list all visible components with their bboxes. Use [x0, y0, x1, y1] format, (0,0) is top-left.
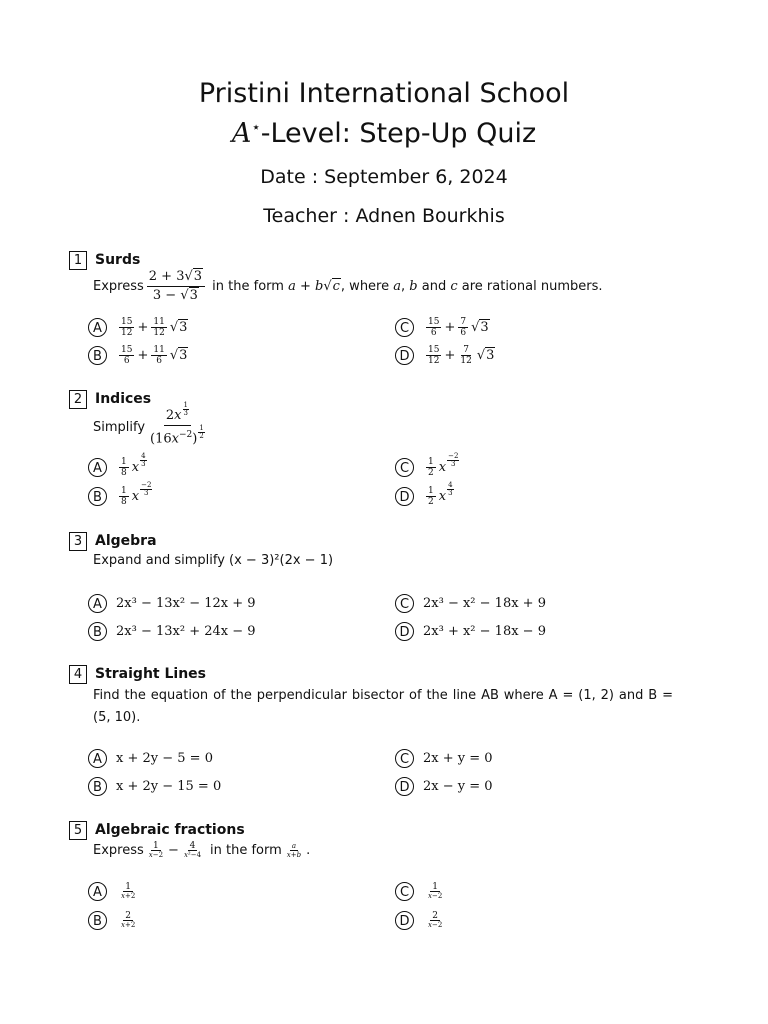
option-letter: D	[395, 622, 414, 641]
question-prompt	[93, 400, 210, 448]
option-answer: $\frac{1}{x-2}$	[428, 881, 443, 900]
option-answer: 2x³ − 13x² + 24x − 9	[116, 623, 256, 639]
question-header	[69, 531, 709, 551]
option-c[interactable]	[395, 592, 546, 614]
option-answer: 2x³ − x² − 18x + 9	[423, 595, 546, 611]
question-2	[69, 389, 709, 507]
option-letter: D	[395, 777, 414, 796]
option-letter: B	[88, 622, 107, 641]
option-letter: C	[395, 594, 414, 613]
option-answer: $\frac{1}{8}$ x $\frac{4}{3}$	[121, 451, 146, 478]
option-c[interactable]	[395, 880, 447, 902]
option-answer: 2x + y = 0	[423, 750, 493, 766]
option-letter: D	[395, 346, 414, 365]
question-title: Indices	[95, 391, 152, 407]
option-letter: A	[88, 318, 107, 337]
option-answer: $\frac{1}{2}$ x $\frac{4}{3}$	[428, 480, 453, 507]
question-3	[69, 531, 709, 640]
question-header	[69, 250, 709, 270]
school-name: Pristini International School	[198, 78, 570, 109]
question-title: Surds	[95, 252, 141, 268]
option-letter: A	[88, 458, 107, 477]
option-answer: $\frac{15}{12}$ + $\frac{7}{12}$ √ 3	[428, 344, 495, 366]
option-a[interactable]	[88, 880, 140, 902]
surd-expression: $\frac{2 + 3√3}{3 - √3}$	[147, 268, 205, 305]
option-c[interactable]	[395, 316, 490, 338]
fraction-term-2: $\frac{4}{\text{x²−4}}$	[183, 841, 202, 859]
option-letter: A	[88, 749, 107, 768]
option-letter: C	[395, 749, 414, 768]
teacher-name: Teacher : Adnen Bourkhis	[263, 205, 505, 227]
option-letter: A	[88, 882, 107, 901]
option-answer: $\frac{1}{x+2}$	[121, 881, 136, 900]
option-a[interactable]	[88, 747, 213, 769]
prompt-lead: Express	[93, 843, 144, 858]
target-form: $\frac{a}{x+b}$	[286, 842, 302, 859]
question-prompt: Expand and simplify (x − 3)²(2x − 1)	[93, 553, 334, 568]
option-d[interactable]	[395, 344, 495, 366]
question-header	[69, 664, 709, 684]
option-answer: $\frac{15}{6}$ + $\frac{11}{6}$ √ 3	[121, 344, 188, 366]
star-icon: ⋆	[251, 118, 261, 136]
question-prompt	[93, 268, 602, 305]
question-1	[69, 250, 709, 366]
option-a[interactable]	[88, 451, 147, 478]
option-answer: $\frac{15}{12}$ + $\frac{11}{12}$ √ 3	[121, 316, 188, 338]
question-prompt: Express $\frac{1}{x-2}$ − $\frac{4}{\text{x²−4}}$ in the form $\frac{a}{x+b}$ .	[93, 841, 311, 859]
question-number: 3	[69, 532, 87, 551]
question-title: Algebra	[95, 533, 157, 549]
option-answer: $\frac{2}{x+2}$	[121, 910, 136, 929]
option-letter: C	[395, 458, 414, 477]
option-b[interactable]	[88, 480, 152, 507]
option-answer: $\frac{1}{2}$ x $\frac{-2}{3}$	[428, 451, 459, 478]
quiz-title-a: A	[231, 118, 252, 149]
option-letter: B	[88, 777, 107, 796]
question-header	[69, 389, 709, 409]
question-header	[69, 820, 709, 840]
option-d[interactable]	[395, 909, 447, 931]
option-answer: $\frac{1}{8}$ x $\frac{-2}{3}$	[121, 480, 152, 507]
option-d[interactable]	[395, 775, 493, 797]
option-letter: B	[88, 487, 107, 506]
option-answer: 2x − y = 0	[423, 778, 493, 794]
quiz-title	[0, 118, 768, 149]
quiz-title-text: -Level: Step-Up Quiz	[260, 118, 537, 149]
quiz-date: Date : September 6, 2024	[260, 166, 508, 188]
option-letter: B	[88, 911, 107, 930]
option-a[interactable]	[88, 316, 188, 338]
option-letter: B	[88, 346, 107, 365]
option-answer: 2x³ + x² − 18x − 9	[423, 623, 546, 639]
option-b[interactable]	[88, 909, 140, 931]
prompt-middle: in the form	[210, 843, 282, 858]
option-answer: 2x³ − 13x² − 12x + 9	[116, 595, 256, 611]
question-number: 2	[69, 390, 87, 409]
option-b[interactable]	[88, 344, 188, 366]
option-answer: x + 2y − 15 = 0	[116, 778, 222, 794]
question-5	[69, 820, 709, 929]
prompt-lead: Simplify	[93, 420, 146, 436]
option-a[interactable]	[88, 592, 256, 614]
fraction-term-1: $\frac{1}{x-2}$	[148, 841, 164, 859]
prompt-lead: Express	[93, 279, 144, 294]
prompt-tail: in the form a + b√c, where a, b and c are rational numbers.	[208, 279, 603, 294]
option-letter: A	[88, 594, 107, 613]
option-c[interactable]	[395, 451, 459, 478]
question-number: 4	[69, 665, 87, 684]
option-answer: x + 2y − 5 = 0	[116, 750, 213, 766]
option-d[interactable]	[395, 480, 454, 507]
option-answer: $\frac{2}{x-2}$	[428, 910, 443, 929]
option-b[interactable]	[88, 620, 256, 642]
option-answer: $\frac{15}{6}$ + $\frac{7}{6}$ √ 3	[428, 316, 489, 338]
indices-expression: 2x $\frac{1}{3}$ $(16x^{-2})$ $\frac{1}{2}$	[150, 400, 204, 447]
option-c[interactable]	[395, 747, 493, 769]
question-title: Algebraic fractions	[95, 822, 245, 838]
option-letter: D	[395, 487, 414, 506]
question-number: 5	[69, 821, 87, 840]
question-number: 1	[69, 251, 87, 270]
option-letter: C	[395, 318, 414, 337]
option-letter: D	[395, 911, 414, 930]
question-title: Straight Lines	[95, 666, 206, 682]
option-d[interactable]	[395, 620, 546, 642]
option-letter: C	[395, 882, 414, 901]
question-prompt: Find the equation of the perpendicular bisector of the line AB where A = (1, 2) and B = (5, 10).	[93, 688, 673, 725]
question-4	[69, 664, 709, 795]
option-b[interactable]	[88, 775, 221, 797]
